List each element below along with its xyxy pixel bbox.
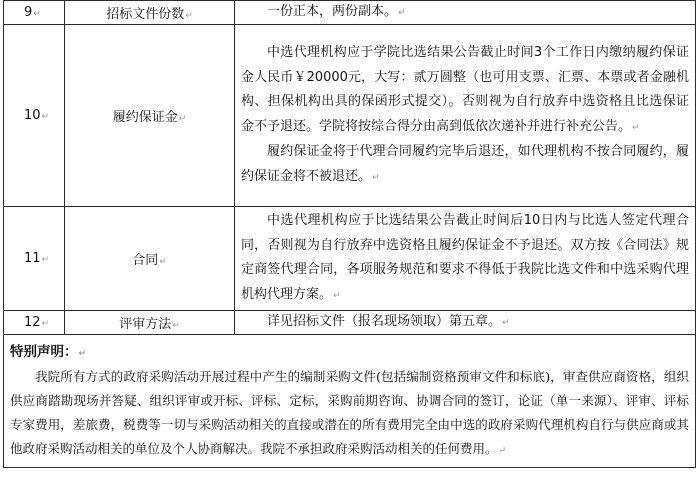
row-item: 履约保证金↵ — [65, 25, 235, 207]
content-paragraph: 中选代理机构应于比选结果公告截止时间后10日内与比选人签定代理合同，否则视为自行放弃中选资格且履约保证金不予退还。双方按《合同法》规定商签代理合同，各项服务规范和要求不得低于我院比选文件和中选采购代理机构代理方案。↵ — [241, 213, 689, 302]
table-row — [4, 1, 696, 25]
notice-title: 特别声明：↵ — [10, 344, 87, 360]
special-notice — [4, 335, 696, 468]
table-row — [4, 25, 696, 207]
row-content — [235, 25, 696, 207]
content-paragraph: 履约保证金将于代理合同履约完毕后退还，如代理机构不按合同履约，履约保证金将不被退还。↵ — [241, 144, 689, 184]
row-content — [235, 311, 696, 335]
table-row — [4, 311, 696, 335]
row-item: 评审方法↵ — [65, 311, 235, 335]
row-content — [235, 1, 696, 25]
row-content — [235, 207, 696, 311]
row-number: 10↵ — [4, 25, 65, 207]
row-item: 招标文件份数↵ — [65, 1, 235, 25]
table-row — [4, 207, 696, 311]
row-item: 合同↵ — [65, 207, 235, 311]
row-number: 12↵ — [4, 311, 65, 335]
row-number: 11↵ — [4, 207, 65, 311]
content-paragraph: 中选代理机构应于学院比选结果公告截止时间3个工作日内缴纳履约保证金人民币￥20000元，大写：贰万圆整（也可用支票、汇票、本票或者金融机构、担保机构出具的保函形式提交）。否则视为自行放弃中选资格且比选保证金不予退还。学院将按综合得分由高到低依次递补并进行补充公告。↵ — [241, 45, 689, 134]
content-paragraph: 一份正本，两份副本。↵ — [267, 4, 406, 19]
info-table — [3, 0, 696, 468]
notice-body: 我院所有方式的政府采购活动开展过程中产生的编制采购文件(包括编制资格预审文件和标底)，审查供应商资格，组织供应商踏勘现场并答疑、组织评审或开标、评标、定标，采购前期咨询、协调合同的签订，论证（单一来源）、评审、评标专家费用，差旅费，税费等一切与采购活动相关的直接或潜在的所有费用完全由中选的政府采购代理机构自行与供应商或其他政府采购活动相关的单位及个人协商解决。我院不承担政府采购活动相关的任何费用。↵ — [10, 369, 689, 456]
special-notice-row — [4, 335, 696, 468]
content-paragraph: 详见招标文件（报名现场领取）第五章。↵ — [267, 314, 510, 329]
row-number: 9↵ — [4, 1, 65, 25]
